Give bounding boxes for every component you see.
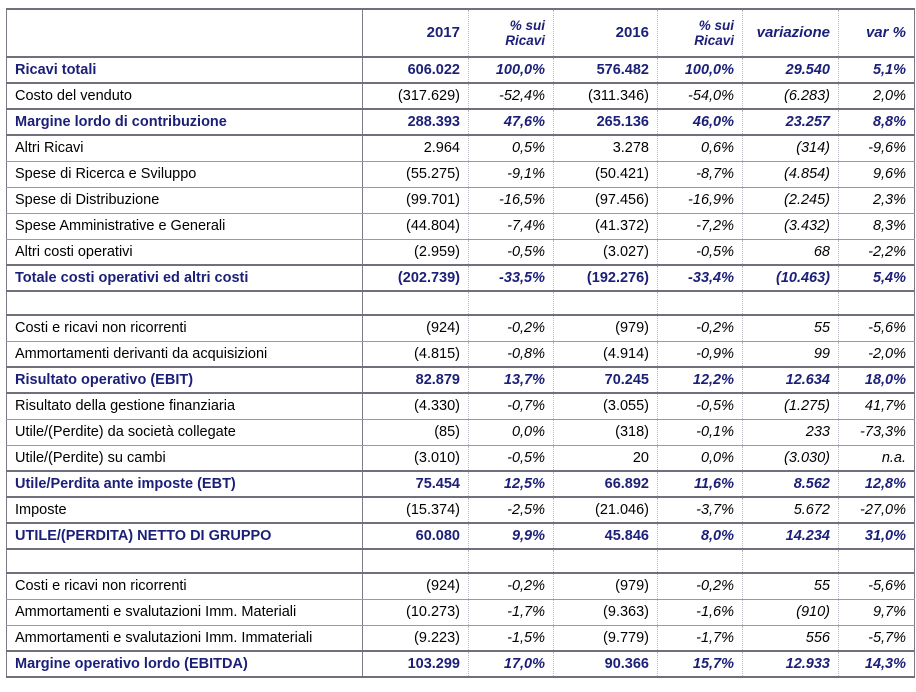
row-label: Altri Ricavi <box>7 135 363 161</box>
header-cell-var-percent: var % <box>839 9 915 57</box>
cell-p2016: 8,0% <box>658 523 743 549</box>
table-row <box>7 57 915 83</box>
row-label <box>7 549 363 573</box>
cell-var: 55 <box>743 315 839 341</box>
header-cell-variazione: variazione <box>743 9 839 57</box>
cell-var: 12.933 <box>743 651 839 677</box>
table-row <box>7 161 915 187</box>
cell-var: (6.283) <box>743 83 839 109</box>
table-spacer-row <box>7 291 915 315</box>
cell-v2016: (9.779) <box>554 625 658 651</box>
cell-var: 29.540 <box>743 57 839 83</box>
cell-p2017: -0,5% <box>469 445 554 471</box>
cell-varp: -2,2% <box>839 239 915 265</box>
cell-p2017: 0,5% <box>469 135 554 161</box>
table-row <box>7 187 915 213</box>
cell-var: (1.275) <box>743 393 839 419</box>
cell-v2017: 75.454 <box>363 471 469 497</box>
cell-p2017: -0,7% <box>469 393 554 419</box>
table-row <box>7 135 915 161</box>
cell-p2017: -0,2% <box>469 573 554 599</box>
cell-p2017: 100,0% <box>469 57 554 83</box>
cell-v2016: (192.276) <box>554 265 658 291</box>
cell-v2016: 20 <box>554 445 658 471</box>
cell-var: 55 <box>743 573 839 599</box>
cell-v2016: (21.046) <box>554 497 658 523</box>
cell-v2017: 103.299 <box>363 651 469 677</box>
cell-v2017: (44.804) <box>363 213 469 239</box>
row-label: Risultato della gestione finanziaria <box>7 393 363 419</box>
cell-p2017: 13,7% <box>469 367 554 393</box>
cell-v2016: (311.346) <box>554 83 658 109</box>
cell-var: (314) <box>743 135 839 161</box>
cell-varp: -5,7% <box>839 625 915 651</box>
table-row <box>7 651 915 677</box>
cell-varp: 31,0% <box>839 523 915 549</box>
cell-p2017: 9,9% <box>469 523 554 549</box>
row-label: Imposte <box>7 497 363 523</box>
row-label: Spese di Ricerca e Sviluppo <box>7 161 363 187</box>
cell-var: (910) <box>743 599 839 625</box>
cell-v2017: (15.374) <box>363 497 469 523</box>
cell-p2016: -0,5% <box>658 393 743 419</box>
cell-p2016: -0,2% <box>658 315 743 341</box>
cell-varp: -5,6% <box>839 573 915 599</box>
cell-v2017: 288.393 <box>363 109 469 135</box>
cell-var <box>743 291 839 315</box>
cell-p2016: 46,0% <box>658 109 743 135</box>
cell-var: 99 <box>743 341 839 367</box>
cell-p2017 <box>469 549 554 573</box>
row-label: Spese di Distribuzione <box>7 187 363 213</box>
row-label: Utile/Perdita ante imposte (EBT) <box>7 471 363 497</box>
cell-varp: 18,0% <box>839 367 915 393</box>
cell-var: 68 <box>743 239 839 265</box>
cell-p2016: 11,6% <box>658 471 743 497</box>
cell-var: (3.030) <box>743 445 839 471</box>
cell-p2016: -1,6% <box>658 599 743 625</box>
cell-var: 233 <box>743 419 839 445</box>
cell-varp: -9,6% <box>839 135 915 161</box>
cell-p2017: -0,8% <box>469 341 554 367</box>
cell-varp: 41,7% <box>839 393 915 419</box>
cell-var: 8.562 <box>743 471 839 497</box>
cell-v2016: (318) <box>554 419 658 445</box>
row-label: Utile/(Perdite) su cambi <box>7 445 363 471</box>
cell-v2016: (9.363) <box>554 599 658 625</box>
cell-v2016: 576.482 <box>554 57 658 83</box>
cell-p2017: -0,5% <box>469 239 554 265</box>
cell-p2017: 17,0% <box>469 651 554 677</box>
cell-p2016: -3,7% <box>658 497 743 523</box>
row-label: Spese Amministrative e Generali <box>7 213 363 239</box>
cell-var: (2.245) <box>743 187 839 213</box>
cell-p2016 <box>658 291 743 315</box>
cell-v2017: (99.701) <box>363 187 469 213</box>
cell-varp: -2,0% <box>839 341 915 367</box>
table-row <box>7 83 915 109</box>
header-cell-2017: 2017 <box>363 9 469 57</box>
cell-p2017: 47,6% <box>469 109 554 135</box>
cell-var: (4.854) <box>743 161 839 187</box>
cell-varp: n.a. <box>839 445 915 471</box>
cell-var: 556 <box>743 625 839 651</box>
cell-v2016: 3.278 <box>554 135 658 161</box>
row-label: Ammortamenti e svalutazioni Imm. Immateriali <box>7 625 363 651</box>
cell-v2017: (317.629) <box>363 83 469 109</box>
cell-p2017: -2,5% <box>469 497 554 523</box>
cell-v2017 <box>363 291 469 315</box>
cell-varp: -5,6% <box>839 315 915 341</box>
cell-p2017: -1,5% <box>469 625 554 651</box>
table-row <box>7 393 915 419</box>
cell-v2017: 60.080 <box>363 523 469 549</box>
cell-p2016: -0,9% <box>658 341 743 367</box>
cell-var: 5.672 <box>743 497 839 523</box>
row-label: UTILE/(PERDITA) NETTO DI GRUPPO <box>7 523 363 549</box>
cell-p2017: 0,0% <box>469 419 554 445</box>
cell-p2017: -52,4% <box>469 83 554 109</box>
cell-varp: -73,3% <box>839 419 915 445</box>
header-percent-2017-line1: % sui <box>509 17 545 33</box>
table-row <box>7 523 915 549</box>
row-label: Ammortamenti derivanti da acquisizioni <box>7 341 363 367</box>
cell-p2016: 15,7% <box>658 651 743 677</box>
cell-p2017: -16,5% <box>469 187 554 213</box>
row-label: Margine operativo lordo (EBITDA) <box>7 651 363 677</box>
cell-p2016: 0,0% <box>658 445 743 471</box>
cell-v2017: 2.964 <box>363 135 469 161</box>
cell-v2017: (924) <box>363 315 469 341</box>
cell-var: 12.634 <box>743 367 839 393</box>
cell-v2016 <box>554 549 658 573</box>
cell-v2016: (3.027) <box>554 239 658 265</box>
table-row <box>7 315 915 341</box>
cell-v2017: (4.330) <box>363 393 469 419</box>
cell-varp: -27,0% <box>839 497 915 523</box>
cell-varp: 8,8% <box>839 109 915 135</box>
cell-p2017: -33,5% <box>469 265 554 291</box>
cell-varp: 14,3% <box>839 651 915 677</box>
cell-varp: 2,3% <box>839 187 915 213</box>
cell-p2017 <box>469 291 554 315</box>
row-label: Ricavi totali <box>7 57 363 83</box>
header-percent-2016-line1: % sui <box>698 17 734 33</box>
cell-p2016: 0,6% <box>658 135 743 161</box>
cell-v2016: (979) <box>554 315 658 341</box>
cell-p2016: -7,2% <box>658 213 743 239</box>
row-label: Ammortamenti e svalutazioni Imm. Materiali <box>7 599 363 625</box>
cell-p2016: -16,9% <box>658 187 743 213</box>
cell-v2017: (202.739) <box>363 265 469 291</box>
cell-v2016 <box>554 291 658 315</box>
cell-p2016: -8,7% <box>658 161 743 187</box>
row-label: Margine lordo di contribuzione <box>7 109 363 135</box>
cell-varp: 2,0% <box>839 83 915 109</box>
header-cell-percent-2016 <box>658 9 743 57</box>
cell-p2016: -54,0% <box>658 83 743 109</box>
cell-v2017: (924) <box>363 573 469 599</box>
header-cell-2016: 2016 <box>554 9 658 57</box>
cell-v2017: (4.815) <box>363 341 469 367</box>
cell-v2016: 70.245 <box>554 367 658 393</box>
cell-p2016: -0,1% <box>658 419 743 445</box>
cell-varp: 5,1% <box>839 57 915 83</box>
cell-varp: 8,3% <box>839 213 915 239</box>
cell-p2016: -33,4% <box>658 265 743 291</box>
spreadsheet-canvas <box>0 8 916 692</box>
table-row <box>7 625 915 651</box>
cell-p2017: -1,7% <box>469 599 554 625</box>
table-row <box>7 213 915 239</box>
header-cell-label <box>7 9 363 57</box>
table-row <box>7 367 915 393</box>
cell-v2017: (55.275) <box>363 161 469 187</box>
cell-var: 14.234 <box>743 523 839 549</box>
cell-var: (3.432) <box>743 213 839 239</box>
cell-p2016 <box>658 549 743 573</box>
cell-v2016: 265.136 <box>554 109 658 135</box>
cell-v2017: (9.223) <box>363 625 469 651</box>
table-row <box>7 109 915 135</box>
table-row <box>7 341 915 367</box>
cell-p2017: 12,5% <box>469 471 554 497</box>
table-row <box>7 239 915 265</box>
table-row <box>7 265 915 291</box>
header-percent-2016-line2: Ricavi <box>694 33 734 48</box>
cell-v2016: 45.846 <box>554 523 658 549</box>
table-row <box>7 573 915 599</box>
row-label: Risultato operativo (EBIT) <box>7 367 363 393</box>
cell-v2017: (85) <box>363 419 469 445</box>
cell-p2016: -0,2% <box>658 573 743 599</box>
table-row <box>7 445 915 471</box>
cell-v2016: 66.892 <box>554 471 658 497</box>
cell-v2017: (3.010) <box>363 445 469 471</box>
cell-v2016: (3.055) <box>554 393 658 419</box>
table-header <box>7 9 915 57</box>
table-row <box>7 497 915 523</box>
table-body <box>7 57 915 677</box>
cell-v2016: (979) <box>554 573 658 599</box>
cell-varp: 5,4% <box>839 265 915 291</box>
cell-p2017: -9,1% <box>469 161 554 187</box>
cell-var: 23.257 <box>743 109 839 135</box>
cell-v2017: 82.879 <box>363 367 469 393</box>
row-label: Costo del venduto <box>7 83 363 109</box>
income-statement-table <box>6 8 915 678</box>
cell-varp: 12,8% <box>839 471 915 497</box>
header-row <box>7 9 915 57</box>
table-row <box>7 599 915 625</box>
cell-varp <box>839 549 915 573</box>
cell-v2017: 606.022 <box>363 57 469 83</box>
cell-v2016: (41.372) <box>554 213 658 239</box>
row-label: Costi e ricavi non ricorrenti <box>7 315 363 341</box>
cell-varp <box>839 291 915 315</box>
cell-v2016: (50.421) <box>554 161 658 187</box>
cell-v2017: (2.959) <box>363 239 469 265</box>
table-row <box>7 419 915 445</box>
row-label: Utile/(Perdite) da società collegate <box>7 419 363 445</box>
row-label: Costi e ricavi non ricorrenti <box>7 573 363 599</box>
row-label: Altri costi operativi <box>7 239 363 265</box>
cell-p2017: -0,2% <box>469 315 554 341</box>
cell-v2016: (4.914) <box>554 341 658 367</box>
cell-p2016: 100,0% <box>658 57 743 83</box>
cell-v2017 <box>363 549 469 573</box>
table-row <box>7 471 915 497</box>
cell-p2016: -0,5% <box>658 239 743 265</box>
row-label: Totale costi operativi ed altri costi <box>7 265 363 291</box>
cell-var: (10.463) <box>743 265 839 291</box>
row-label <box>7 291 363 315</box>
table-spacer-row <box>7 549 915 573</box>
header-cell-percent-2017 <box>469 9 554 57</box>
cell-varp: 9,7% <box>839 599 915 625</box>
header-percent-2017-line2: Ricavi <box>505 33 545 48</box>
cell-varp: 9,6% <box>839 161 915 187</box>
cell-p2016: 12,2% <box>658 367 743 393</box>
cell-p2016: -1,7% <box>658 625 743 651</box>
cell-v2016: (97.456) <box>554 187 658 213</box>
cell-v2016: 90.366 <box>554 651 658 677</box>
cell-var <box>743 549 839 573</box>
cell-v2017: (10.273) <box>363 599 469 625</box>
cell-p2017: -7,4% <box>469 213 554 239</box>
